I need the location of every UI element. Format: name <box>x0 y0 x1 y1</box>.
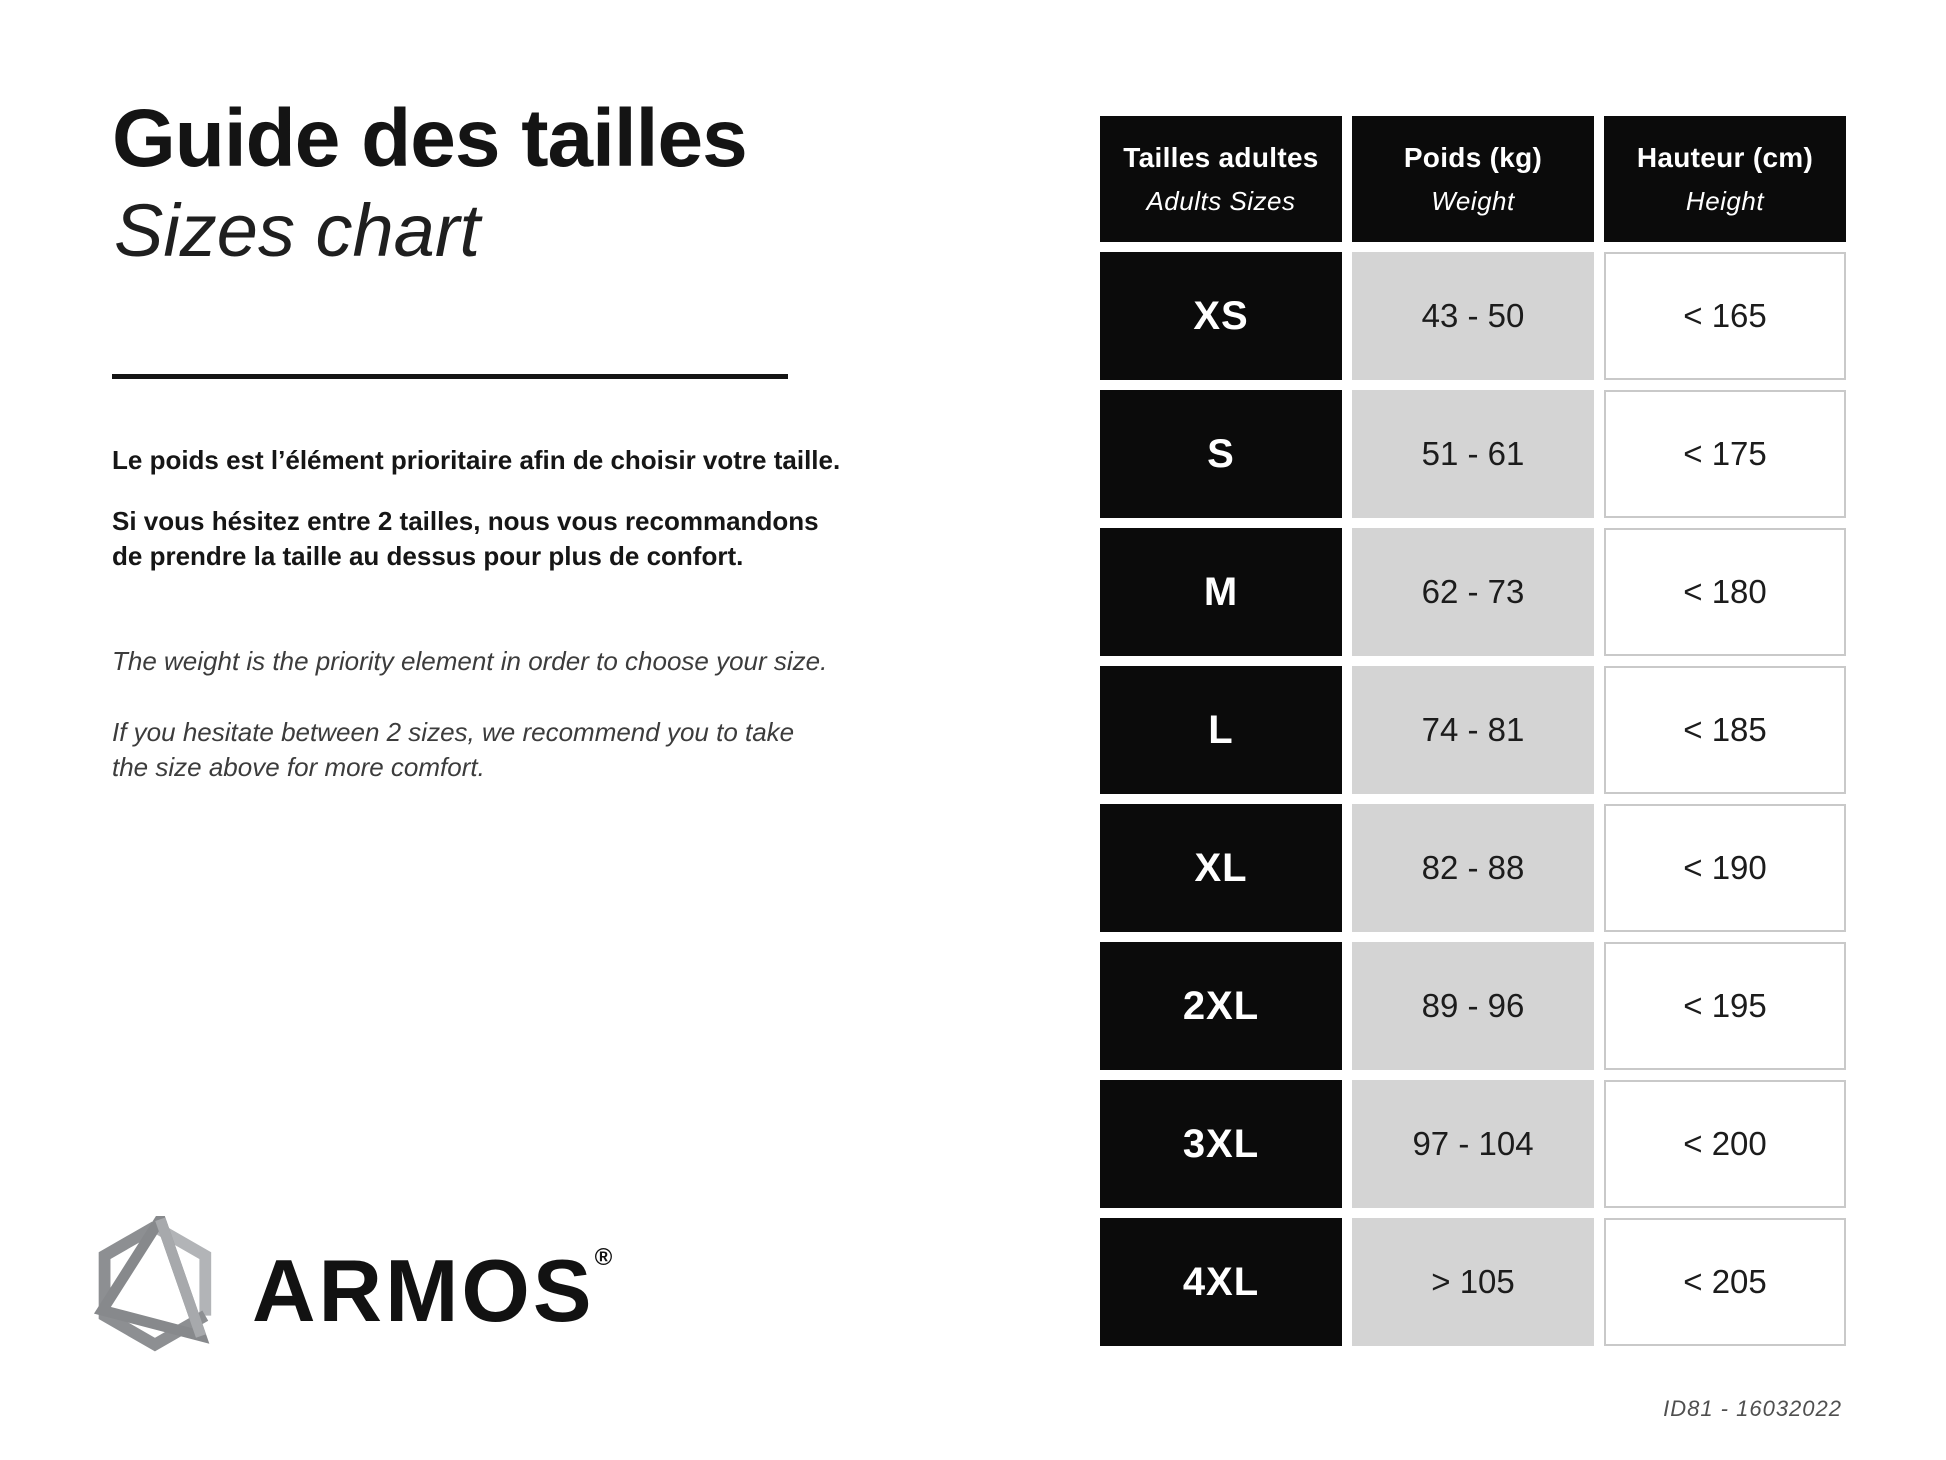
column-header-en: Adults Sizes <box>1146 185 1296 216</box>
armos-hexagon-triangle-logo-icon <box>90 1216 222 1366</box>
paragraph-en-hesitate <box>112 715 852 785</box>
weight-cell-xl: 82 - 88 <box>1352 804 1594 932</box>
page-title-en: Sizes chart <box>114 189 481 272</box>
size-cell-s: S <box>1100 390 1342 518</box>
weight-cell-3xl: 97 - 104 <box>1352 1080 1594 1208</box>
size-cell-xs: XS <box>1100 252 1342 380</box>
weight-cell-s: 51 - 61 <box>1352 390 1594 518</box>
size-cell-3xl: 3XL <box>1100 1080 1342 1208</box>
weight-cell-2xl: 89 - 96 <box>1352 942 1594 1070</box>
height-cell-m: < 180 <box>1604 528 1846 656</box>
column-header-en: Weight <box>1431 185 1515 216</box>
size-cell-l: L <box>1100 666 1342 794</box>
weight-cell-m: 62 - 73 <box>1352 528 1594 656</box>
height-cell-3xl: < 200 <box>1604 1080 1846 1208</box>
brand-wordmark <box>252 1241 613 1340</box>
column-header-weight <box>1352 116 1594 242</box>
column-header-sizes <box>1100 116 1342 242</box>
paragraph-line: Le poids est l’élément prioritaire afin de choisir votre taille. <box>112 445 841 475</box>
brand-logo <box>90 1216 612 1366</box>
column-header-height <box>1604 116 1846 242</box>
height-cell-l: < 185 <box>1604 666 1846 794</box>
paragraph-line: de prendre la taille au dessus pour plus de confort. <box>112 541 744 571</box>
document-reference: ID81 - 16032022 <box>1663 1396 1842 1421</box>
paragraph-line: the size above for more comfort. <box>112 752 485 782</box>
size-cell-m: M <box>1100 528 1342 656</box>
column-header-fr: Poids (kg) <box>1403 141 1543 173</box>
registered-trademark-icon: ® <box>594 1243 613 1271</box>
paragraph-en-weight-priority <box>112 644 852 679</box>
weight-cell-l: 74 - 81 <box>1352 666 1594 794</box>
weight-cell-xs: 43 - 50 <box>1352 252 1594 380</box>
paragraph-line: The weight is the priority element in order to choose your size. <box>112 646 828 676</box>
paragraph-fr-hesitate <box>112 504 852 574</box>
column-header-fr: Tailles adultes <box>1123 141 1319 173</box>
height-cell-4xl: < 205 <box>1604 1218 1846 1346</box>
paragraph-line: If you hesitate between 2 sizes, we recommend you to take <box>112 717 795 747</box>
size-cell-2xl: 2XL <box>1100 942 1342 1070</box>
size-chart-table <box>1100 116 1846 1346</box>
intro-section <box>112 93 852 785</box>
title-divider <box>112 374 788 379</box>
weight-cell-4xl: > 105 <box>1352 1218 1594 1346</box>
height-cell-2xl: < 195 <box>1604 942 1846 1070</box>
height-cell-s: < 175 <box>1604 390 1846 518</box>
height-cell-xs: < 165 <box>1604 252 1846 380</box>
column-header-fr: Hauteur (cm) <box>1636 141 1814 173</box>
paragraph-line: Si vous hésitez entre 2 tailles, nous vous recommandons <box>112 506 819 536</box>
brand-name: ARMOS <box>252 1241 595 1340</box>
size-cell-4xl: 4XL <box>1100 1218 1342 1346</box>
column-header-en: Height <box>1685 185 1765 216</box>
size-cell-xl: XL <box>1100 804 1342 932</box>
height-cell-xl: < 190 <box>1604 804 1846 932</box>
paragraph-fr-weight-priority <box>112 443 852 478</box>
page-title-fr: Guide des tailles <box>112 93 747 184</box>
